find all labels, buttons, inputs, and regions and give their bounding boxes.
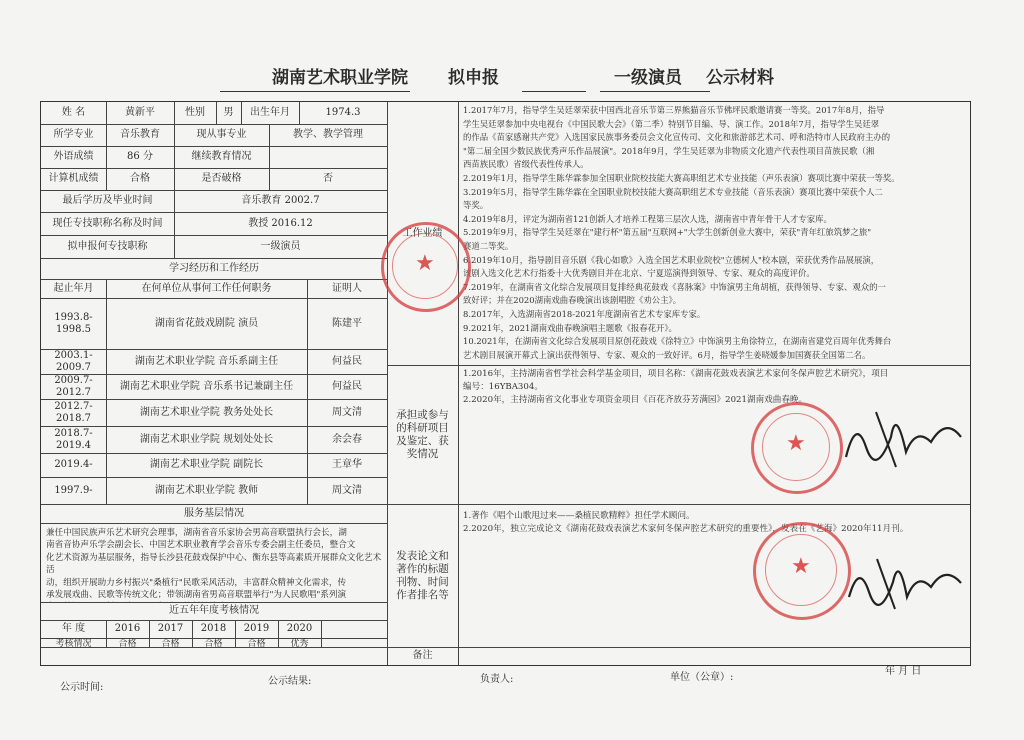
research-seal: ★ [751,402,843,494]
assess-result: 合格 [118,639,137,649]
history-time: 2009.7-2012.7 [54,374,93,398]
value-computer: 合格 [130,173,150,184]
history-unit: 湖南省花鼓戏剧院 演员 [154,317,259,329]
work-line: 赛道二等奖。 [463,240,514,251]
history-time: 1993.8-1998.5 [54,311,93,335]
label-birth: 出生年月 [250,107,290,118]
work-line: 致好评；并在2020湖南戏曲春晚演出该剧唱腔《劝公主》。 [463,295,682,306]
work-line: "第二届全国少数民族优秀声乐作品展演"。2018年9月，学生吴廷翠为非物质文化遗产代表性项目苗族民歌（湘 [463,145,875,156]
value-edu: 音乐教育 2002.7 [241,195,320,206]
assess-year: 2017 [157,623,184,634]
history-witness: 周文清 [332,406,362,418]
papers-list [463,510,968,550]
title-underline [220,91,410,92]
footer [0,668,1024,698]
label-gender: 性别 [185,107,205,118]
work-line: 1.2017年7月，指导学生吴廷翠荣获中国西北音乐节第三界熊猫音乐节佛坪民歌邀请赛一等奖。2017年8月，指导 [463,105,885,115]
work-line: 2.2019年1月，指导学生陈华霖参加全国职业院校技能大赛高职组艺术专业技能（声乐表演）赛项比赛中荣获一等奖。 [463,172,900,183]
label-apply: 拟申报何专技职称 [67,240,148,252]
research-line: 编号：16YBA304。 [463,382,543,392]
label-year: 年 度 [61,623,86,634]
work-line: 该剧入选文化艺术行指委十大优秀剧目并在北京、宁夏巡演得到领导、专家、观众的高度评价。 [463,268,815,279]
label-foreign: 外语成绩 [53,151,94,162]
service-line: 承发展戏曲、民歌等传统文化；带领湖南省男高音联盟举行"为人民歌唱"系列演 [46,590,347,601]
assess-year: 2020 [286,623,313,634]
value-foreign: 86 分 [127,151,153,162]
label-edu: 最后学历及毕业时间 [62,195,153,206]
assess-result: 合格 [247,639,266,649]
research-seal: ★ [753,522,851,620]
paper-line: 2.2020年，独立完成论文《湖南花鼓戏表演艺术家何冬保声腔艺术研究的重要性》，发表在《艺海》2020年11月刊。 [463,524,909,534]
history-witness: 陈建平 [332,317,362,329]
value-current: 教学、教学管理 [293,129,363,140]
history-witness: 周文清 [332,484,362,496]
service-text [41,523,387,602]
title-declare: 拟申报 [448,68,499,88]
divider [387,504,970,505]
history-time: 2012.7-2018.7 [54,400,93,424]
value-apply: 一级演员 [260,240,301,252]
value-title: 教授 2016.12 [248,217,313,229]
divider [387,365,970,366]
col-witness: 证明人 [332,282,362,294]
footer-unit: 单位（公章）: [670,672,734,683]
work-line: 3.2019年5月，指导学生陈华霖在全国职业院校技能大赛高职组艺术专业技能（音乐表演）赛项比赛中荣获个人二 [463,186,883,197]
assess-year: 2018 [200,623,227,634]
service-line: 南省音协声乐学会副会长、中国艺术职业教育学会音乐专委会副主任委员，整合文 [46,540,356,551]
value-birth: 1974.3 [325,107,361,118]
assess-result: 合格 [204,639,223,649]
assess-year: 2019 [243,623,270,634]
label-research: 承担或参与的科研项目及鉴定、获奖情况 [396,408,449,460]
research-line: 1.2016年，主持湖南省哲学社会科学基金项目，项目名称：《湖南花鼓戏表演艺术家何冬保声腔艺术研究》，项目 [463,369,889,379]
label-computer: 计算机成绩 [48,173,99,184]
paper-line: 1.著作《唱个山歌甩过来——桑植民歌精粹》担任学术顾问。 [463,511,695,521]
work-line: 6.2019年10月，指导剧目音乐剧《我心如歌》入选全国艺术职业院校"立德树人"校本剧，荣获优秀作品展展演， [463,254,880,265]
label-work: 工作业绩 [402,227,443,239]
work-line: 4.2019年8月，评定为湖南省121创新人才培养工程第三层次人选，湖南省中青年骨干人才专家库。 [463,213,832,224]
work-line: 学生吴廷翠参加中央电视台《中国民歌大会》（第二季）特别节目编、导、演工作。2018年7月，指导学生吴廷翠 [463,118,880,129]
footer-date: 年 月 日 [885,666,922,677]
title-unit: 湖南艺术职业学院 [272,68,408,88]
hr-seal: ★ [381,222,471,312]
history-time: 2019.4- [54,459,93,470]
work-line: 7.2019年，在湖南省文化综合发展项目复排经典花鼓戏《喜脉案》中饰演男主角胡植，获得领导、专家、观众的一 [463,281,886,292]
work-achievements [463,104,968,364]
col-time: 起止年月 [53,282,94,294]
divider [387,647,970,648]
history-unit: 湖南艺术职业学院 副院长 [149,459,264,470]
label-name: 姓 名 [61,107,86,118]
work-line: 艺术剧目展演开幕式上演出获得领导、专家、观众的一致好评。6月，指导学生姜晓媛参加国赛获全国第二名。 [463,349,871,360]
history-time: 1997.9- [54,484,93,496]
title-suffix: 公示材料 [706,68,774,88]
footer-person: 负责人: [480,674,514,685]
signature [841,547,971,617]
label-passed: 是否破格 [201,173,242,184]
history-witness: 何益民 [332,380,362,392]
service-header: 服务基层情况 [184,507,244,519]
assess-result: 合格 [161,639,180,649]
footer-time: 公示时间: [60,682,104,693]
assess-result: 优秀 [290,639,309,649]
assess-header: 近五年年度考核情况 [169,605,259,616]
title-underline [522,91,586,92]
value-gender: 男 [223,107,234,118]
work-line: 等奖。 [463,200,489,211]
document-title [200,60,840,94]
label-continuing: 继续教育情况 [191,151,252,162]
assess-year: 2016 [114,623,141,634]
service-line: 动，组织开展助力乡村振兴"桑植行"民歌采风活动，丰富群众精神文化需求，传 [46,577,347,588]
history-unit: 湖南艺术职业学院 教务处处长 [139,406,274,418]
service-line: 兼任中国民族声乐艺术研究会理事，湖南省音乐家协会男高音联盟执行会长，湖 [46,528,347,538]
service-line: 化艺术资源为基层服务，指导长沙县花鼓戏保护中心、衡东县等高素质开展群众文化艺术活 [46,552,382,576]
work-line: 9.2021年，2021湖南戏曲春晚演唱主题歌《报春花开》。 [463,322,677,333]
study-header: 学习经历和工作经历 [169,262,259,274]
footer-result: 公示结果: [268,676,312,687]
label-title: 现任专技职称名称及时间 [52,217,163,229]
history-unit: 湖南艺术职业学院 音乐系书记兼副主任 [119,380,294,392]
label-assess: 考核情况 [55,639,92,649]
value-name: 黄新平 [125,107,155,118]
work-line: 5.2019年9月，指导学生吴廷翠在"建行杯"第五届"互联网+"大学生创新创业大赛中，荣获"青年红旅筑梦之旅" [463,227,872,238]
signature [836,397,976,477]
history-time: 2018.7-2019.4 [54,427,93,451]
history-witness: 余会春 [332,433,362,445]
application-table [40,101,971,666]
history-unit: 湖南艺术职业学院 音乐系副主任 [134,355,279,367]
work-line: 西苗族民歌）省级代表性传承人。 [463,159,589,170]
research-line: 2.2020年，主持湖南省文化事业专项资金项目《百花齐放芬芳满园》2021湖南戏曲春晚。 [463,395,808,405]
work-line: 10.2021年，在湖南省文化综合发展项目原创花鼓戏《徐特立》中饰演男主角徐特立，在湖南省建党百周年优秀舞台 [463,336,892,347]
divider [458,102,459,665]
title-underline [600,91,710,92]
history-witness: 王章华 [332,459,362,470]
history-time: 2003.1-2009.7 [54,349,93,373]
label-papers: 发表论文和著作的标题刊物、时间作者排名等 [396,549,449,601]
label-note: 备注 [412,650,433,661]
work-line: 的作品《苗家感谢共产党》入选国家民族事务委员会文化宣传司、文化和旅游部艺术司、呼和浩特市人民政府主办的 [463,132,891,143]
value-passed: 否 [323,173,333,184]
label-current: 现从事专业 [196,129,247,140]
history-witness: 何益民 [332,355,362,367]
work-line: 8.2017年，入选湖南省2018-2021年度湖南省艺术专家库专家。 [463,308,706,319]
history-unit: 湖南艺术职业学院 规划处处长 [139,433,274,445]
label-major: 所学专业 [53,129,94,140]
title-rank: 一级演员 [614,68,682,88]
col-unit: 在何单位从事何工作任何职务 [141,282,272,294]
value-major: 音乐教育 [120,129,160,140]
history-unit: 湖南艺术职业学院 教师 [154,484,259,496]
